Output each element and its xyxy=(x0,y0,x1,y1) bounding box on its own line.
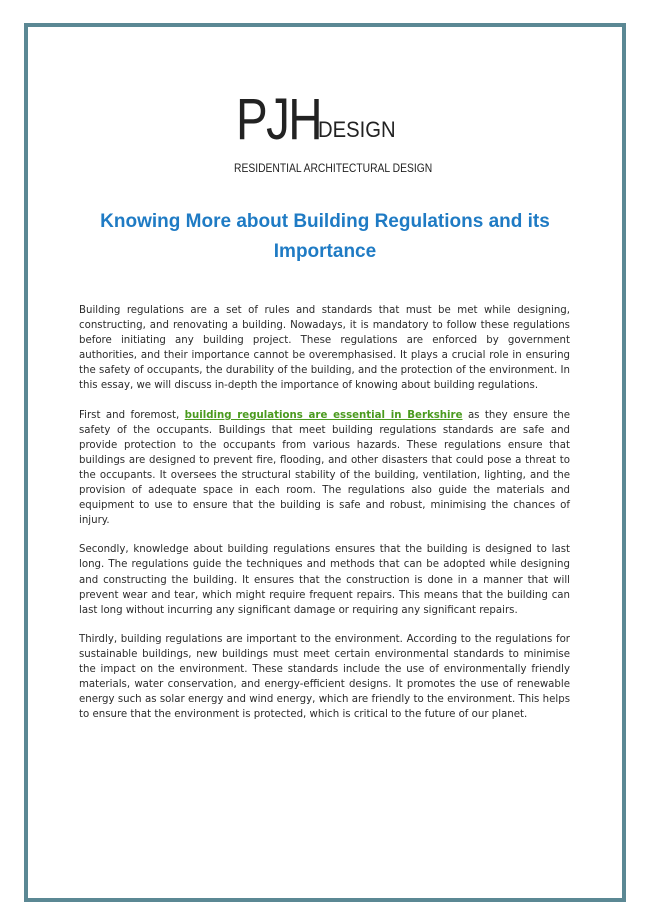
paragraph-1: Building regulations are a set of rules and standards that must be met while designing, constructing, and renovating a building. Nowadays, it is mandatory to follow these regulations before initiating any building project. These regulations are enforced by government authorities, and their importance cannot be overemphasised. It plays a crucial role in ensuring the safety of occupants, the durability of the building, and the protection of the environment. In this essay, we will discuss in-depth the importance of knowing about building regulations. xyxy=(79,305,570,392)
page-border xyxy=(24,23,626,902)
paragraph-3: Secondly, knowledge about building regulations ensures that the building is designed to last long. The regulations guide the techniques and methods that can be adopted while designing and constructing the building. It ensures that the construction is done in a manner that will prevent wear and tear, which might require frequent repairs. This means that the building can last long without incurring any significant damage or requiring any significant repairs. xyxy=(79,544,570,616)
logo-design-word: DESIGN xyxy=(318,117,396,142)
logo-initials: PJH xyxy=(236,87,321,152)
logo-tagline: RESIDENTIAL ARCHITECTURAL DESIGN xyxy=(234,161,433,175)
paragraph-2-rest: as they ensure the safety of the occupants. Buildings that meet building regulations standards are safe and provide protection to the occupants from various hazards. These regulations ensure that buildings are designed to prevent fire, flooding, and other disasters that could pose a threat to the occupants. It oversees the structural stability of the building, ventilation, lighting, and the provision of adequate space in each room. The regulations also guide the materials and equipment to use to ensure that the building is safe and robust, minimising the chances of injury. xyxy=(79,409,570,527)
article-body xyxy=(79,303,570,736)
paragraph-2-intro: First and foremost, xyxy=(79,409,185,421)
paragraph-4: Thirdly, building regulations are important to the environment. According to the regulations for sustainable buildings, new buildings must meet certain environmental standards to minimise the impact on the environment. These standards include the use of environmentally friendly materials, water conservation, and energy-efficient designs. It promotes the use of renewable energy such as solar energy and wind energy, which are friendly to the environment. This helps to ensure that the environment is protected, which is critical to the future of our planet. xyxy=(79,633,570,721)
page-title: Knowing More about Building Regulations and its Importance xyxy=(100,211,550,262)
company-logo xyxy=(232,87,433,183)
paragraph-2 xyxy=(79,408,570,529)
berkshire-regulations-link[interactable]: building regulations are essential in Berkshire xyxy=(184,409,463,421)
